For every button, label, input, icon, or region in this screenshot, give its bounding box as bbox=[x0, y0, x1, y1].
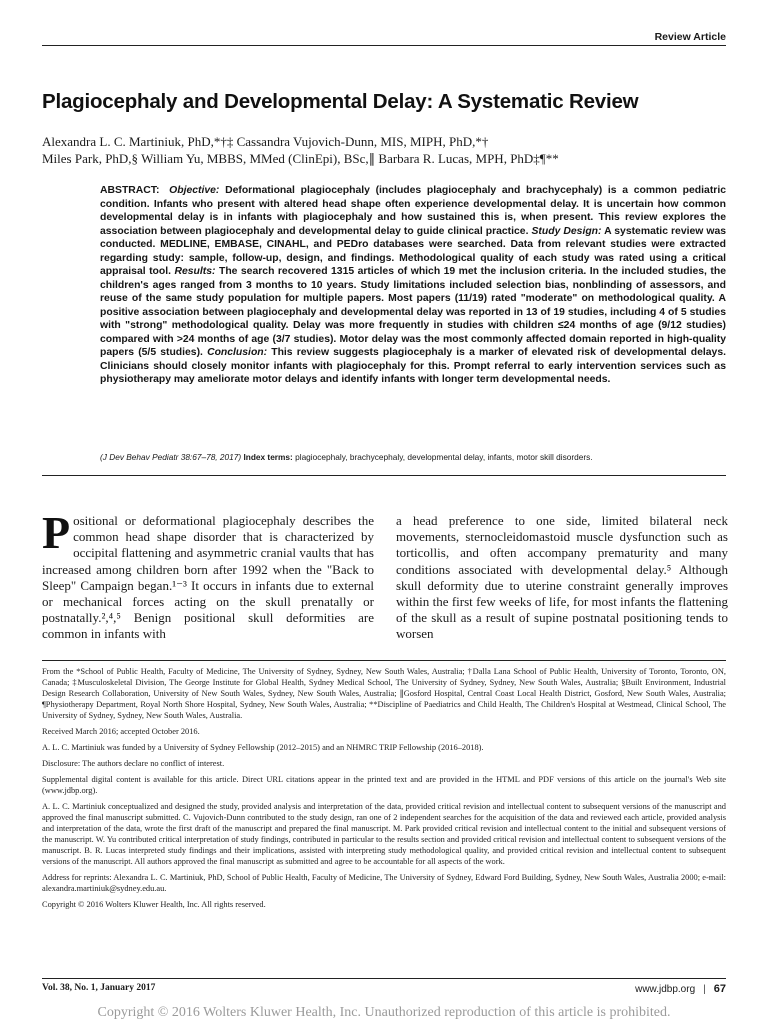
author-list bbox=[42, 133, 732, 167]
received-note: Received March 2016; accepted October 2016. bbox=[42, 727, 200, 736]
objective-label: Objective: bbox=[169, 185, 220, 196]
citation-line bbox=[100, 452, 726, 462]
reprints-note: Address for reprints: Alexandra L. C. Martiniuk, PhD, School of Public Health, Faculty of Medicine, The University of Sydney, Edward Ford Building, Sydney, New South Wales, Australia 2000; e-mail: alexandra.martiniuk@sydney.edu.au. bbox=[42, 873, 726, 893]
funding-note: A. L. C. Martiniuk was funded by a University of Sydney Fellowship (2012–2015) and an NHMRC TRIP Fellowship (2016–2018). bbox=[42, 743, 484, 752]
abstract-heading: ABSTRACT: bbox=[100, 185, 160, 196]
body-column-left bbox=[42, 513, 374, 645]
footnote-divider bbox=[42, 660, 726, 661]
copyright-watermark: Copyright © 2016 Wolters Kluwer Health, Inc. Unauthorized reproduction of this article is prohibited. bbox=[97, 1005, 671, 1020]
study-design-text: A systematic review was conducted. MEDLINE, EMBASE, CINAHL, and PEDro databases were searched. Data from relevant studies were extracted regarding study: sample, follow-up, design, and findings. Methodological quality of each study was rated using a critical appraisal tool. bbox=[100, 225, 726, 277]
page-number: 67 bbox=[713, 983, 726, 995]
footer-separator: | bbox=[703, 984, 706, 995]
objective-text: Deformational plagiocephaly (includes plagiocephaly and brachycephaly) is a common pediatric condition. Infants who present with altered head shape often experience developmental delay. It is uncertain how common developmental delay is in infants with plagiocephaly and how sustained this is, when present. This review explores the association between plagiocephaly and developmental delay to guide clinical practice. bbox=[100, 185, 726, 237]
body-column-right bbox=[396, 513, 728, 645]
body-text-left: ositional or deformational plagiocephaly describes the common head shape disorder that is characterized by occipital flattening and asymmetric cranial vaults that has increased among children born after 1992 when the "Back to Sleep" Campaign began.¹⁻³ It occurs in infants due to external or mechanical forces acting on the skull prenatally or postnatally.²,⁴,⁵ Benign positional skull deformities are common in infants with bbox=[42, 513, 374, 642]
supplemental-note: Supplemental digital content is available for this article. Direct URL citations appear in the printed text and are provided in the HTML and PDF versions of this article on the journal's Web site (www.jdbp.org). bbox=[42, 775, 726, 795]
body-text-right: a head preference to one side, limited bilateral neck movements, sternocleidomastoid muscle dysfunction such as torticollis, and often accompany prematurity and many conditions associated with developmental delay.⁵ Although skull deformity due to uterine constraint generally improves within the first few weeks of life, for most infants the flattening of the skull as a result of supine postnatal positioning tends to worsen bbox=[396, 513, 728, 642]
authors-line-2: Miles Park, PhD,§ William Yu, MBBS, MMed (ClinEpi), BSc,∥ Barbara R. Lucas, MPH, PhD‡¶** bbox=[42, 151, 559, 166]
abstract bbox=[100, 184, 726, 387]
study-design-label: Study Design: bbox=[531, 225, 602, 237]
copyright-note: Copyright © 2016 Wolters Kluwer Health, Inc. All rights reserved. bbox=[42, 900, 266, 909]
index-terms-label: Index terms: bbox=[243, 452, 293, 462]
abstract-divider bbox=[42, 475, 726, 476]
drop-cap: P bbox=[42, 513, 71, 558]
authors-line-1: Alexandra L. C. Martiniuk, PhD,*†‡ Cassandra Vujovich-Dunn, MIS, MIPH, PhD,*† bbox=[42, 134, 489, 149]
journal-citation: (J Dev Behav Pediatr 38:67–78, 2017) bbox=[100, 452, 242, 462]
conclusion-label: Conclusion: bbox=[207, 347, 268, 358]
journal-website-link[interactable]: www.jdbp.org bbox=[635, 984, 696, 995]
disclosure-note: Disclosure: The authors declare no conflict of interest. bbox=[42, 759, 225, 768]
article-title: Plagiocephaly and Developmental Delay: A Systematic Review bbox=[42, 90, 639, 113]
results-text: The search recovered 1315 articles of which 19 met the inclusion criteria. In the included studies, the children's ages ranged from 3 months to 10 years. Study limitations included selection bias, nonblinding of assessors, and reuse of the same study population for multiple papers. Most papers (11/19) rated "moderate" on methodological quality. A positive association between plagiocephaly and developmental delay was reported in 13 of 19 studies, including 4 of 5 studies with "strong" methodological quality. Delay was more frequently in studies with children ≤24 months of age (9/12 studies) compared with >24 months of age (3/7 studies). Motor delay was the most commonly affected domain reported in high-quality papers (5/5 studies). bbox=[100, 266, 726, 358]
contributions-note: A. L. C. Martiniuk conceptualized and designed the study, provided analysis and interpretation of the data, provided critical revision and intellectual content to subsequent versions of the manuscript and approved the final manuscript submitted. C. Vujovich-Dunn contributed to the study design, ran one of 2 independent searches for the acquisition of the data and reviewed each article, provided analysis and interpretation of the data, wrote the first draft of the manuscript and prepared the final manuscript. M. Park provided critical revision and intellectual content to the initial and subsequent versions of the manuscript. W. Yu contributed critical interpretation of study findings, contributed in particular to the results section and provided critical revision and intellectual content to subsequent versions of the manuscript. B. R. Lucas interpreted study findings and their implications, assisted with interpreting study methodological quality, and provided critical revision and intellectual content to subsequent versions of the manuscript. All authors approved the final manuscript as submitted and agree to be accountable for all aspects of the work. bbox=[42, 802, 726, 866]
footer-divider bbox=[42, 978, 726, 979]
volume-info: Vol. 38, No. 1, January 2017 bbox=[42, 983, 156, 993]
section-label: Review Article bbox=[654, 31, 726, 43]
footnotes bbox=[42, 666, 726, 962]
footer-right bbox=[635, 983, 726, 995]
affiliations-note: From the *School of Public Health, Faculty of Medicine, The University of Sydney, Sydney, New South Wales, Australia; †Dalla Lana School of Public Health, University of Toronto, Toronto, ON, Canada; ‡Musculoskeletal Division, The George Institute for Global Health, Sydney Medical School, The University of Sydney, Sydney, New South Wales, Australia; §Built Environment, Industrial Design Research Collaboration, University of New South Wales, Sydney, New South Wales, Australia; ∥Gosford Hospital, Central Coast Local Health District, Gosford, New South Wales, Australia; ¶Physiotherapy Department, Royal North Shore Hospital, Sydney, New South Wales, Australia; **Discipline of Paediatrics and Child Health, The Children's Hospital at Westmead, Clinical School, The University of Sydney, Sydney, New South Wales, Australia. bbox=[42, 667, 726, 720]
conclusion-text: This review suggests plagiocephaly is a marker of elevated risk of developmental delays. Clinicians should closely monitor infants with plagiocephaly for this. Prompt referral to early intervention services such as physiotherapy may ameliorate motor delays and identify infants with longer term developmental needs. bbox=[100, 347, 727, 385]
results-label: Results: bbox=[174, 266, 216, 277]
header-divider bbox=[42, 45, 726, 46]
index-terms: plagiocephaly, brachycephaly, developmental delay, infants, motor skill disorders. bbox=[295, 452, 593, 462]
